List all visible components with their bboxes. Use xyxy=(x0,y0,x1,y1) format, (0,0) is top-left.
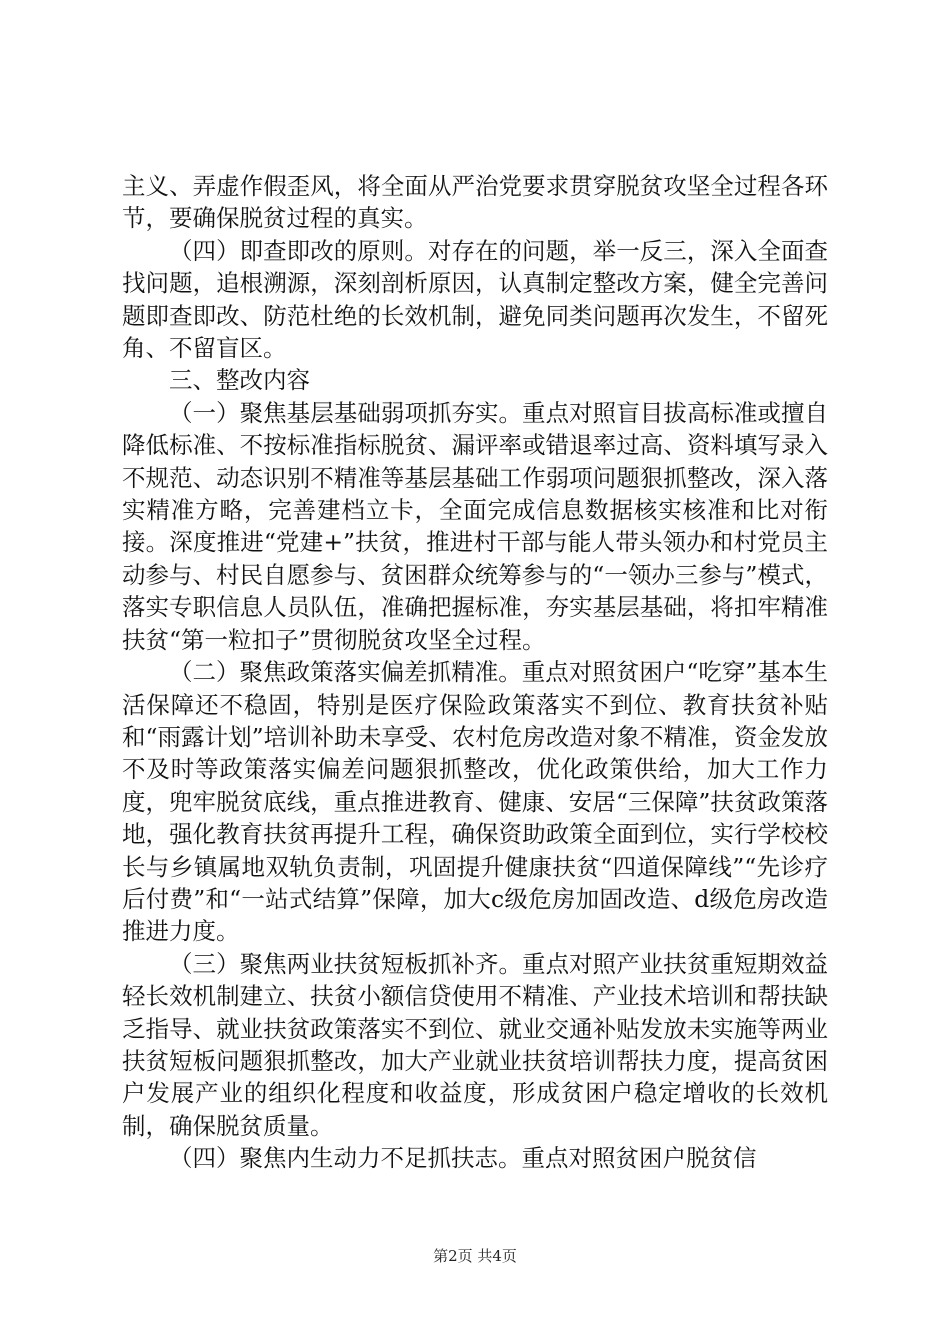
paragraph-6: （四）聚焦内生动力不足抓扶志。重点对照贫困户脱贫信 xyxy=(169,1144,757,1173)
section-heading: 三、整改内容 xyxy=(169,366,310,395)
paragraph-5: （三）聚焦两业扶贫短板抓补齐。重点对照产业扶贫重短期效益轻长效机制建立、扶贫小额信贷使用不精准、产业技术培训和帮扶缺乏指导、就业扶贫政策落实不到位、就业交通补贴发放未实施等两业扶贫短板问题狠抓整改，加大产业就业扶贫培训帮扶力度，提高贫困户发展产业的组织化程度和收益度，形成贫困户稳定增收的长效机制，确保脱贫质量。 xyxy=(122,949,828,1140)
page-footer: 第2页 共4页 xyxy=(433,1247,517,1265)
paragraph-3: （一）聚焦基层基础弱项抓夯实。重点对照盲目拔高标准或擅自降低标准、不按标准指标脱贫、漏评率或错退率过高、资料填写录入不规范、动态识别不精准等基层基础工作弱项问题狠抓整改，深入落实精准方略，完善建档立卡，全面完成信息数据核实核准和比对衔接。深度推进“党建+”扶贫，推进村干部与能人带头领办和村党员主动参与、村民自愿参与、贫困群众统筹参与的“一领办三参与”模式，落实专职信息人员队伍，准确把握标准，夯实基层基础，将扣牢精准扶贫“第一粒扣子”贯彻脱贫攻坚全过程。 xyxy=(122,398,828,654)
paragraph-1: 主义、弄虚作假歪风，将全面从严治党要求贯穿脱贫攻坚全过程各环节，要确保脱贫过程的真实。 xyxy=(122,172,828,233)
paragraph-2: （四）即查即改的原则。对存在的问题，举一反三，深入全面查找问题，追根溯源，深刻剖析原因，认真制定整改方案，健全完善问题即查即改、防范杜绝的长效机制，避免同类问题再次发生，不留死角、不留盲区。 xyxy=(122,236,828,363)
paragraph-4: （二）聚焦政策落实偏差抓精准。重点对照贫困户“吃穿”基本生活保障还不稳固，特别是医疗保险政策落实不到位、教育扶贫补贴和“雨露计划”培训补助未享受、农村危房改造对象不精准，资金发放不及时等政策落实偏差问题狠抓整改，优化政策供给，加大工作力度，兜牢脱贫底线，重点推进教育、健康、安居“三保障”扶贫政策落地，强化教育扶贫再提升工程，确保资助政策全面到位，实行学校校长与乡镇属地双轨负责制，巩固提升健康扶贫“四道保障线”“先诊疗后付费”和“一站式结算”保障，加大c级危房加固改造、d级危房改造推进力度。 xyxy=(122,658,828,946)
document-body xyxy=(122,170,828,1175)
